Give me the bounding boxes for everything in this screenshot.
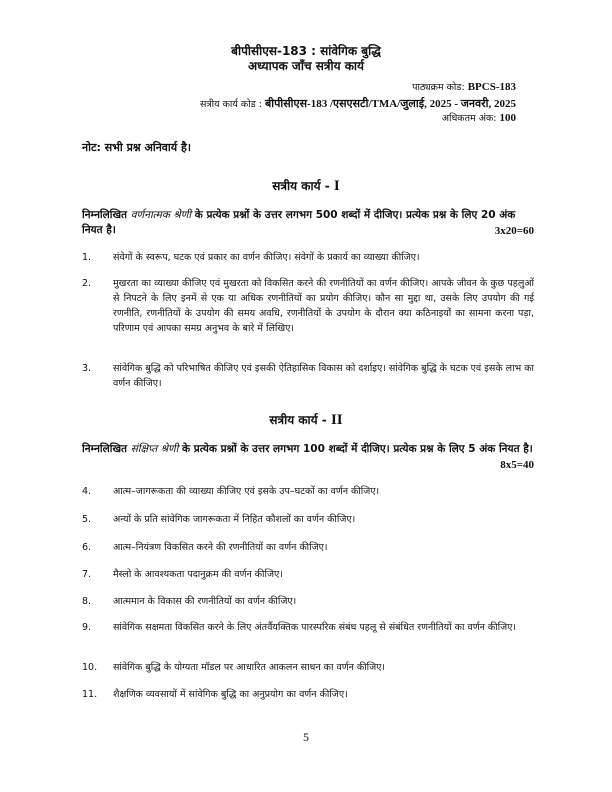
section-2-instructions [82, 442, 534, 457]
assignment-code-line [200, 96, 516, 111]
question-text: आत्म–जागरूकता की व्याख्या कीजिए एवं इसके उप–घटकों का वर्णन कीजिए। [113, 486, 380, 497]
section-1-heading-num: I [333, 178, 340, 194]
question-number: 11. [82, 689, 98, 700]
section-1-instructions [82, 208, 534, 238]
section-1-instr-post: के प्रत्येक प्रश्नों के उत्तर लगभग 500 शब्दों में दीजिए। प्रत्येक प्रश्न के लिए 20 अंक नियत है। [82, 209, 516, 236]
question-text: अन्यों के प्रति सांवेगिक जागरूकता में निहित कौशलों का वर्णन कीजिए। [113, 514, 356, 525]
section-2-instr-pre: निम्नलिखित [82, 443, 128, 455]
question-number: 3. [82, 363, 92, 374]
question-number: 7. [82, 569, 92, 580]
section-1-instr-pre: निम्नलिखित [82, 209, 128, 221]
question-text: सांवेगिक बुद्धि के योग्यता मॉडल पर आधारित आकलन साधन का वर्णन कीजिए। [113, 662, 386, 673]
question-text: शैक्षणिक व्यवसायों में सांवेगिक बुद्धि का अनुप्रयोग का वर्णन कीजिए। [113, 689, 348, 700]
max-marks-label: अधिकतम अंक: [441, 113, 497, 124]
section-2-heading-text: सत्रीय कार्य - [269, 413, 327, 427]
question-number: 1. [82, 252, 92, 263]
question-text: सांवेगिक सक्षमता विकसित करने के लिए अंतर्वैयक्तिक पारस्परिक संबंध पहलू से संबंधित रणनीतियों का वर्णन कीजिए। [113, 622, 516, 633]
question-text: आत्ममान के विकास की रणनीतियों का वर्णन कीजिए। [113, 596, 297, 607]
question-text: सांवेगिक बुद्धि को परिभाषित कीजिए एवं इसकी ऐतिहासिक विकास को दर्शाइए। सांवेगिक बुद्धि के घटक एवं इसके लाभ का वर्णन कीजिए। [113, 363, 534, 389]
course-code-line [412, 80, 516, 93]
section-2-instr-emphasis: संक्षिप्त श्रेणी [130, 443, 179, 455]
question-number: 9. [82, 622, 92, 633]
section-1-marks: 3x20=60 [494, 225, 534, 237]
question-item [82, 594, 534, 609]
question-number: 8. [82, 596, 92, 607]
question-item [82, 250, 534, 265]
question-item [82, 660, 534, 675]
section-2-heading-num: II [330, 412, 343, 428]
assignment-code: बीपीसीएस-183 /एसएसटी/TMA/जुलाई, 2025 - जनवरी, 2025 [265, 98, 516, 110]
question-item [82, 276, 534, 336]
instructions-note: नोट: सभी प्रश्न अनिवार्य है। [82, 141, 191, 154]
question-text: आत्म–नियंत्रण विकसित करने की रणनीतियों का वर्णन कीजिए। [113, 542, 328, 553]
question-item [82, 361, 534, 391]
question-number: 4. [82, 486, 92, 497]
question-item [82, 687, 534, 702]
question-item [82, 512, 534, 527]
section-1-heading-text: सत्रीय कार्य - [272, 179, 330, 193]
question-number: 5. [82, 514, 92, 525]
page-number: 5 [303, 730, 309, 744]
question-text: मुखरता का व्याख्या कीजिए एवं मुखरता को विकसित करने की रणनीतियों का वर्णन कीजिए। आपके जीवन के कुछ पहलुओं से निपटने के लिए इनमें से एक या अधिक रणनीतियों का प्रयोग कीजिए। कौन सा मुद्दा था, उसके लिए उपयोग की गई रणनीति, रणनीतियों के उपयोग की समय अवधि, रणनीतियों के उपयोग के दौरान क्या कठिनाइयों का सामना करना पड़ा, परिणाम एवं आपका समग्र अनुभव के बारे में लिखिए। [113, 278, 534, 334]
assignment-code-label: सत्रीय कार्य कोड : [199, 99, 262, 110]
question-item [82, 540, 534, 555]
course-code-label: पाठ्यक्रम कोड: [412, 82, 465, 93]
section-2-instr-post: के प्रत्येक प्रश्नों के उत्तर लगभग 100 शब्दों में दीजिए। प्रत्येक प्रश्न के लिए 5 अंक नियत है। [182, 443, 533, 455]
section-2-marks: 8x5=40 [500, 459, 534, 471]
section-1-instr-emphasis: वर्णनात्मक श्रेणी [130, 209, 192, 221]
section-2-heading [0, 411, 612, 429]
max-marks: 100 [499, 112, 516, 124]
max-marks-line [442, 111, 516, 124]
section-1-heading [0, 177, 612, 195]
question-text: मैस्लो के आवश्यकता पदानुक्रम की वर्णन कीजिए। [113, 569, 283, 580]
question-item [82, 567, 534, 582]
document-title: बीपीसीएस-183 : सांवेगिक बुद्धि [231, 44, 381, 58]
question-number: 6. [82, 542, 92, 553]
question-number: 10. [82, 662, 98, 673]
document-subtitle: अध्यापक जाँच सत्रीय कार्य [247, 59, 365, 73]
question-text: संवेगों के स्वरूप, घटक एवं प्रकार का वर्णन कीजिए। संवेगों के प्रकार्य का व्याख्या कीजिए। [113, 252, 420, 263]
question-item [82, 484, 534, 499]
question-item [82, 620, 534, 635]
course-code: BPCS-183 [467, 81, 516, 93]
question-number: 2. [82, 278, 92, 289]
